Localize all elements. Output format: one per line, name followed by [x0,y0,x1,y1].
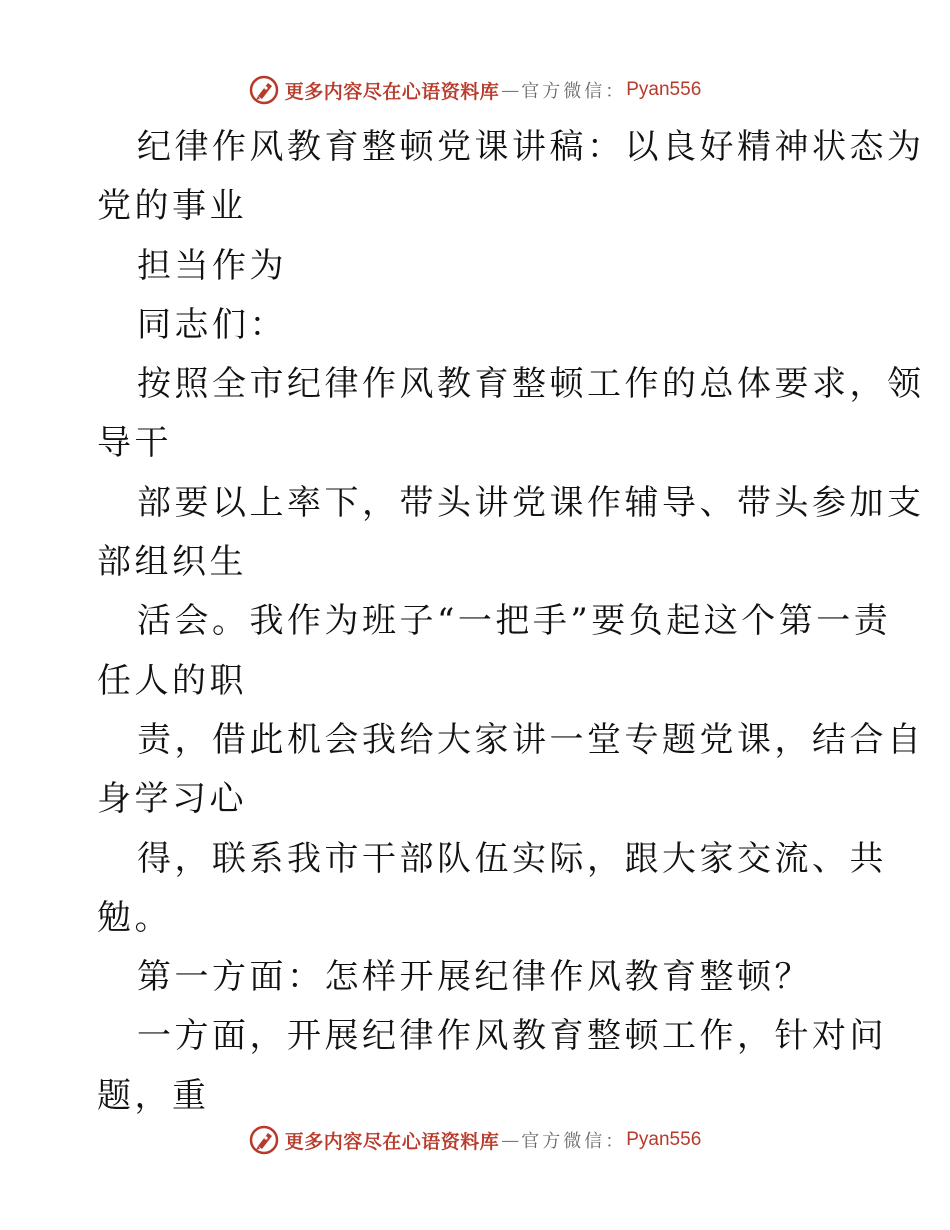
salutation-line: 同志们： [137,304,287,345]
pen-nib-logo-icon [249,75,279,105]
header-dash: — [501,79,520,101]
paragraph-line: 身学习心 [97,779,247,820]
section-heading-line: 第一方面：怎样开展纪律作风教育整顿？ [137,957,812,998]
footer-wechat-id: Pyan556 [626,1129,702,1150]
paragraph-line: 部组织生 [97,542,247,583]
paragraph-line: 责，借此机会我给大家讲一堂专题党课，结合自 [137,719,925,760]
paragraph-line: 题，重 [97,1075,210,1116]
document-title-line: 党的事业 [97,186,247,227]
document-title-line: 纪律作风教育整顿党课讲稿：以良好精神状态为 [137,127,925,167]
paragraph-line: 一方面，开展纪律作风教育整顿工作，针对问 [137,1016,887,1057]
footer-banner-text: 更多内容尽在心语资料库 [284,1130,500,1153]
paragraph-line: 得，联系我市干部队伍实际，跟大家交流、共 [137,838,887,879]
header-banner [0,70,950,110]
header-wechat-id: Pyan556 [626,79,702,100]
footer-banner [0,1120,950,1160]
header-wechat-label: 官方微信： [521,81,627,102]
footer-wechat-label: 官方微信： [521,1131,627,1152]
paragraph-line: 活会。我作为班子“一把手”要负起这个第一责 [137,601,892,642]
paragraph-line: 勉。 [97,897,172,938]
footer-dash: — [501,1129,520,1151]
paragraph-line: 导干 [97,423,172,464]
document-body [97,118,925,1126]
document-title-line: 担当作为 [137,245,287,286]
paragraph-line: 按照全市纪律作风教育整顿工作的总体要求，领 [137,364,925,405]
pen-nib-logo-icon [249,1125,279,1155]
header-banner-text: 更多内容尽在心语资料库 [284,80,500,103]
paragraph-line: 任人的职 [97,660,247,701]
paragraph-line: 部要以上率下，带头讲党课作辅导、带头参加支 [137,482,925,523]
